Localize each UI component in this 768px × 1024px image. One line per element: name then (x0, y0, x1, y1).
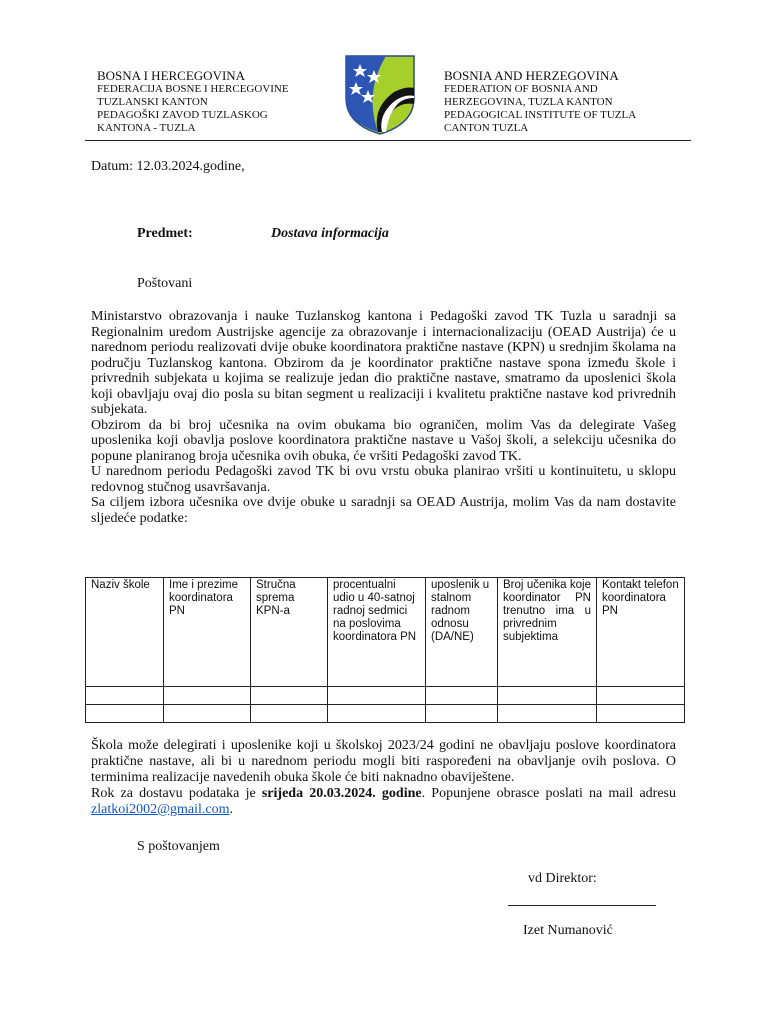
body-paragraph: U narednom periodu Pedagoški zavod TK bi ovu vrstu obuka planirao vršiti u kontinuitetu, u sklopu redovnog stučnog usavršavanja. (91, 464, 676, 495)
header-right-line: PEDAGOGICAL INSTITUTE OF TUZLA (444, 109, 637, 121)
deadline-prefix: Rok za dostavu podataka je (91, 786, 262, 801)
participant-data-table (85, 577, 685, 723)
table-header-cell: procentualni udio u 40-satnoj radnoj sedmici na poslovima koordinatora PN (328, 578, 426, 687)
deadline-date: srijeda 20.03.2024. godine (261, 786, 422, 801)
subject-text: Dostava informacija (271, 226, 389, 241)
table-cell[interactable] (164, 687, 251, 705)
closing-paragraph: Škola može delegirati i uposlenike koji u školskoj 2023/24 godini ne obavljaju poslove koordinatora praktične nastave, ali bi u narednom periodu mogli biti raspoređeni na obavljanje ovih poslova. O terminima realizacije navedenih obuka škole će biti naknadno obaviještene. (91, 738, 676, 785)
deadline-suffix: . Popunjene obrasce poslati na mail adresu (421, 786, 677, 801)
body-paragraph: Ministarstvo obrazovanja i nauke Tuzlanskog kantona i Pedagoški zavod TK Tuzla u saradnji sa Regionalnim uredom Austrijske agencije za obrazovanje i internacionalizaciju (OEAD Austrija) će u narednom periodu realizovati dvije obuke koordinatora praktične nastave (KPN) u srednjim školama na području Tuzlanskog kantona. Obzirom da je koordinator praktične nastave spona između škole i privrednih subjekata u kojima se realizuje jedan dio praktične nastave, smatramo da uposlenici škola koji obavljaju ovaj dio posla su bitan segment u realizaciji i kvalitetu praktične nastave kod privrednih subjekata. (91, 309, 676, 417)
table-row (86, 687, 685, 705)
table-header-cell: Kontakt telefon koordinatora PN (597, 578, 685, 687)
table-header-cell: uposlenik u stalnom radnom odnosu (DA/NE) (426, 578, 498, 687)
header-right-line: BOSNIA AND HERZEGOVINA (444, 68, 619, 83)
table-header-row (86, 578, 685, 687)
body-paragraph: Sa ciljem izbora učesnika ove dvije obuke u saradnji sa OEAD Austrija, molim Vas da nam dostavite sljedeće podatke: (91, 495, 676, 526)
table-cell[interactable] (597, 687, 685, 705)
director-label: vd Direktor: (528, 871, 597, 886)
header-left-line: TUZLANSKI KANTON (97, 96, 208, 108)
table-cell[interactable] (597, 705, 685, 723)
table-cell[interactable] (86, 705, 164, 723)
table-header-cell: Ime i prezime koordinatora PN (164, 578, 251, 687)
header-left-line: PEDAGOŠKI ZAVOD TUZLASKOG (97, 109, 268, 121)
table-header-cell: Broj učenika koje koordinator PN trenutno ima u privrednim subjektima (498, 578, 597, 687)
header-left-line: KANTONA - TUZLA (97, 122, 196, 134)
table-cell[interactable] (164, 705, 251, 723)
header-right-line: CANTON TUZLA (444, 122, 529, 134)
header-divider (85, 140, 691, 141)
letter-date: Datum: 12.03.2024.godine, (91, 159, 245, 174)
regards-text: S poštovanjem (137, 839, 220, 854)
table-row (86, 705, 685, 723)
coat-of-arms-icon (342, 52, 418, 136)
body-paragraph: Obzirom da bi broj učesnika na ovim obukama bio ograničen, molim Vas da delegirate Vašeg uposlenika koji obavlja poslove koordinatora praktične nastave u Vašoj školi, a selekciju učesnika do popune planiranog broja učesnika ovih obuka, će vršiti Pedagoški zavod TK. (91, 417, 676, 464)
email-end: . (229, 802, 233, 817)
greeting: Poštovani (137, 276, 193, 291)
header-right-line: FEDERATION OF BOSNIA AND (444, 83, 598, 95)
table-header-cell: Stručna sprema KPN-a (251, 578, 328, 687)
signature-line (508, 905, 656, 906)
signer-name: Izet Numanović (523, 923, 613, 938)
table-cell[interactable] (498, 687, 597, 705)
header-right-block (444, 68, 636, 135)
table-cell[interactable] (251, 687, 328, 705)
table-cell[interactable] (426, 705, 498, 723)
header-right-line: HERZEGOVINA, TUZLA KANTON (444, 96, 613, 108)
subject-label: Predmet: (137, 226, 193, 241)
letter-body (91, 309, 676, 526)
header-left-block (97, 68, 289, 135)
table-cell[interactable] (251, 705, 328, 723)
table-cell[interactable] (328, 687, 426, 705)
header-left-line: BOSNA I HERCEGOVINA (97, 68, 246, 83)
table-header-cell: Naziv škole (86, 578, 164, 687)
table-cell[interactable] (426, 687, 498, 705)
table-cell[interactable] (498, 705, 597, 723)
deadline-paragraph (91, 786, 676, 818)
header-left-line: FEDERACIJA BOSNE I HERCEGOVINE (97, 83, 289, 95)
table-cell[interactable] (86, 687, 164, 705)
closing-block (91, 738, 676, 818)
table-cell[interactable] (328, 705, 426, 723)
email-link[interactable]: zlatkoi2002@gmail.com (91, 802, 230, 817)
